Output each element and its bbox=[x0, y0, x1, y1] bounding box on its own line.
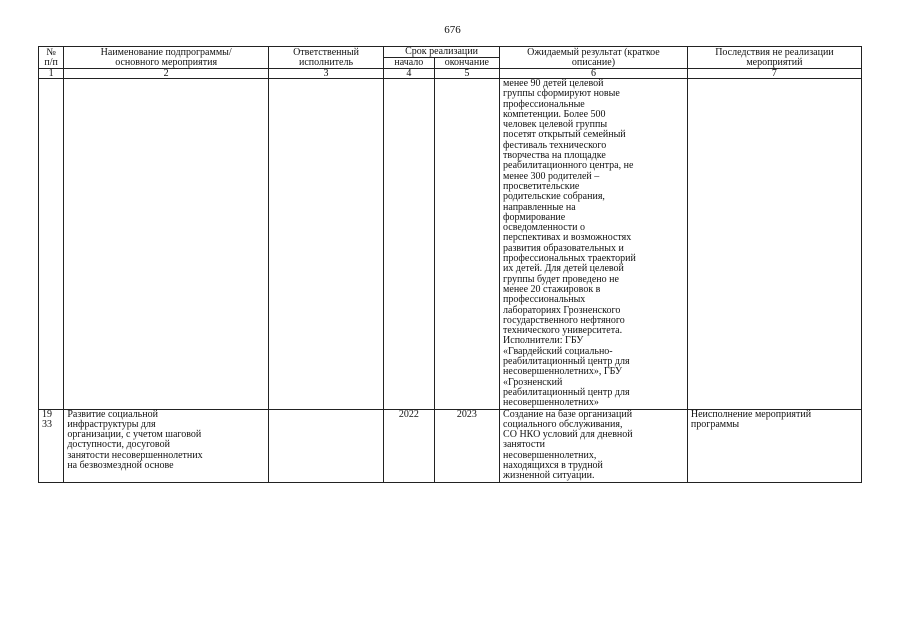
table-row bbox=[39, 409, 862, 482]
page-number: 676 bbox=[444, 24, 461, 36]
column-number: 7 bbox=[687, 69, 861, 79]
cell-responsible bbox=[269, 409, 384, 482]
cell-number: 19 33 bbox=[39, 409, 64, 482]
cell-start: 2022 bbox=[384, 409, 435, 482]
header-end: окончание bbox=[434, 58, 499, 69]
column-number: 6 bbox=[500, 69, 688, 79]
cell-consequence: Неисполнение мероприятий программы bbox=[687, 409, 861, 482]
column-number: 3 bbox=[269, 69, 384, 79]
header-number: № п/п bbox=[39, 47, 64, 69]
header-responsible: Ответственный исполнитель bbox=[269, 47, 384, 69]
cell-empty bbox=[39, 79, 64, 410]
column-number: 5 bbox=[434, 69, 499, 79]
header-row bbox=[39, 47, 862, 58]
header-consequence: Последствия не реализации мероприятий bbox=[687, 47, 861, 69]
header-result: Ожидаемый результат (краткое описание) bbox=[500, 47, 688, 69]
cell-empty bbox=[269, 79, 384, 410]
table-row-continuation bbox=[39, 79, 862, 410]
cell-empty bbox=[64, 79, 269, 410]
cell-result-continued: менее 90 детей целевой группы сформируют новые профессиональные компетенции. Более 500 человек целевой группы посетят открытый семейный фестиваль технического творчества на площадке реабилитационного центра, не менее 300 родителей – просветительские родительские собрания, направленные на формирование осведомленности о перспективах и возможностях развития образовательных и профессиональных траекторий их детей. Для детей целевой группы будет проведено не менее 20 стажировок в профессиональных лабораториях Грозненского государственного нефтяного технического университета. Исполнители: ГБУ «Гвардейский социально- реабилитационный центр для несовершеннолетних», ГБУ «Грозненский реабилитационный центр для несовершеннолетних» bbox=[500, 79, 688, 410]
cell-end: 2023 bbox=[434, 409, 499, 482]
column-number-row bbox=[39, 69, 862, 79]
cell-empty bbox=[384, 79, 435, 410]
column-number: 4 bbox=[384, 69, 435, 79]
cell-empty bbox=[434, 79, 499, 410]
column-number: 2 bbox=[64, 69, 269, 79]
program-table bbox=[38, 46, 862, 483]
cell-result: Создание на базе организаций социального обслуживания, СО НКО условий для дневной занятости несовершеннолетних, находящихся в трудной жизненной ситуации. bbox=[500, 409, 688, 482]
cell-empty bbox=[687, 79, 861, 410]
cell-name: Развитие социальной инфраструктуры для организации, с учетом шаговой доступности, досуговой занятости несовершеннолетних на безвозмездной основе bbox=[64, 409, 269, 482]
header-name: Наименование подпрограммы/ основного мероприятия bbox=[64, 47, 269, 69]
column-number: 1 bbox=[39, 69, 64, 79]
header-start: начало bbox=[384, 58, 435, 69]
header-term: Срок реализации bbox=[384, 47, 500, 58]
